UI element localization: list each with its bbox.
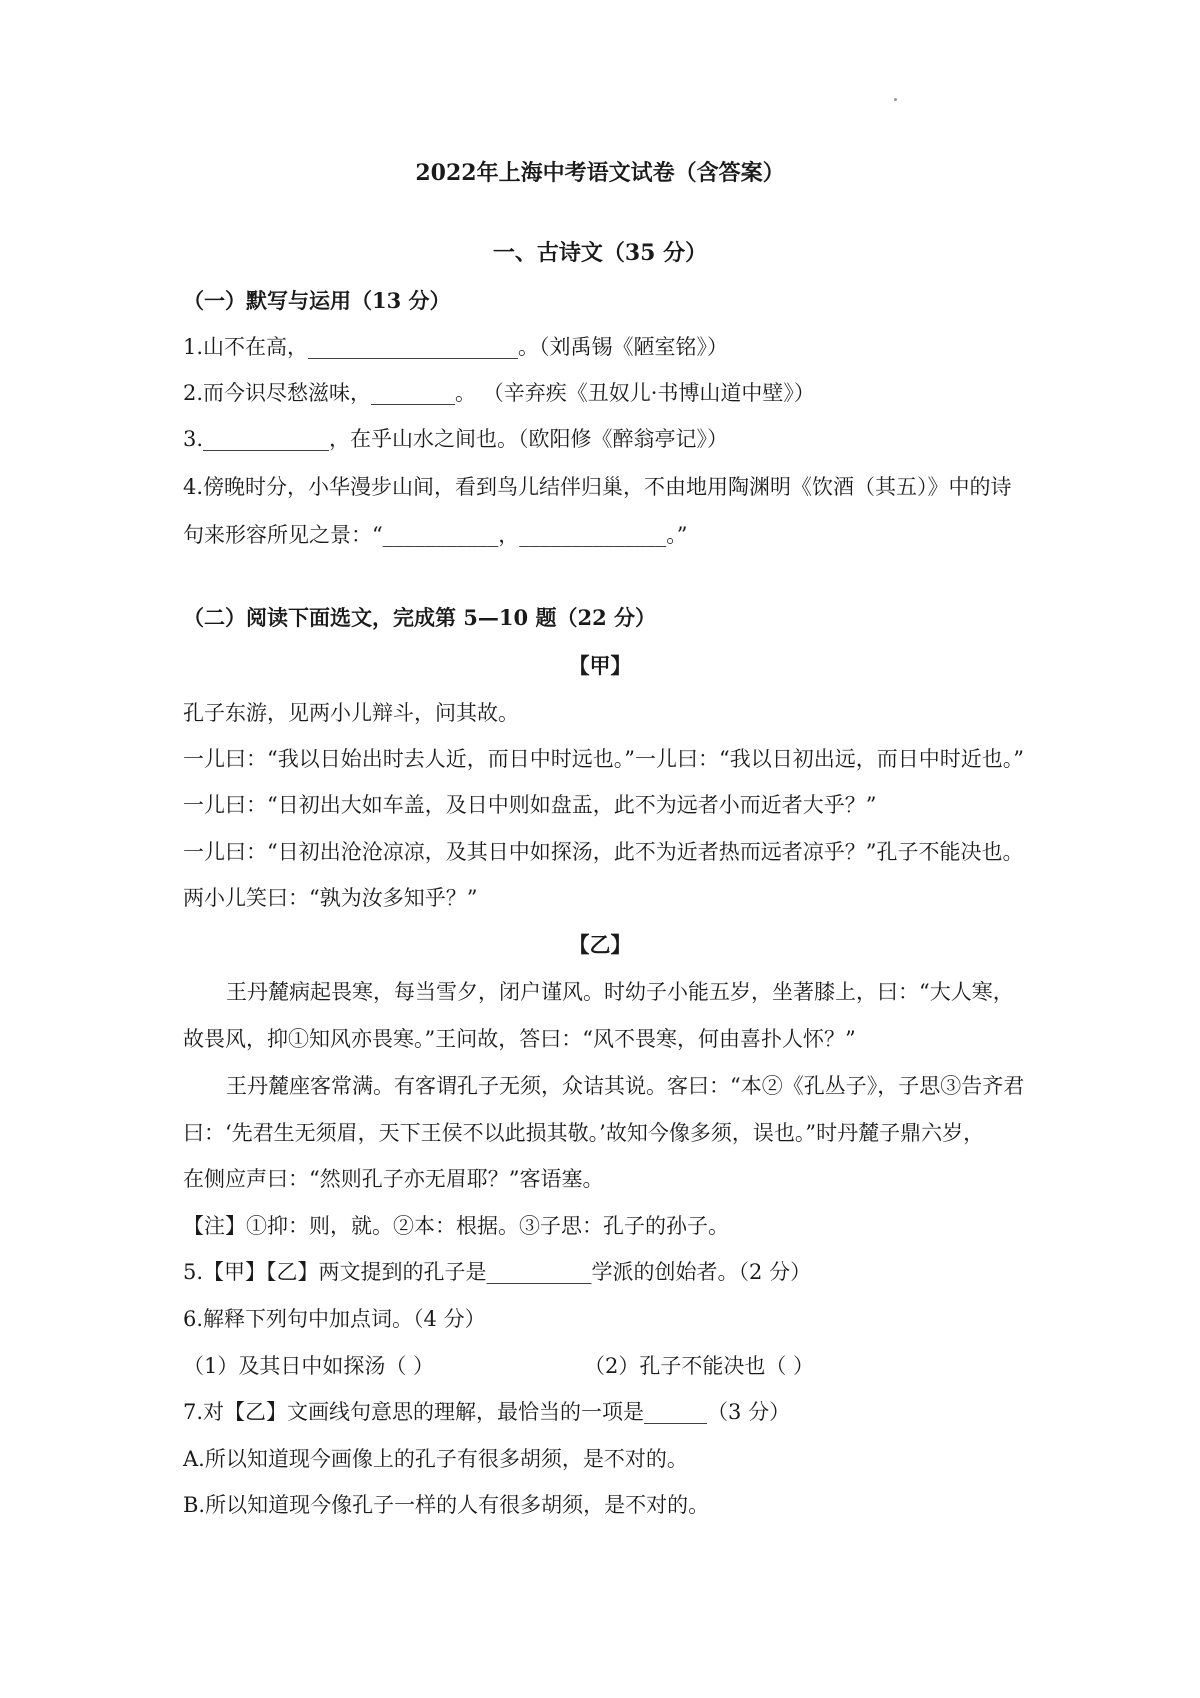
- part1-heading: （一）默写与运用（13 分）: [183, 288, 451, 313]
- passage-jia-line: 孔子东游，见两小儿辩斗，问其故。: [183, 701, 519, 725]
- passage-yi-label: 【乙】: [568, 932, 632, 957]
- question-5: 5.【甲】【乙】两文提到的孔子是__________学派的创始者。（2 分）: [183, 1260, 812, 1284]
- part2-heading: （二）阅读下面选文，完成第 5—10 题（22 分）: [183, 605, 656, 630]
- page-title: 2022年上海中考语文试卷（含答案）: [415, 160, 785, 186]
- question-6-item-2: （2）孔子不能决也（ ）: [584, 1354, 815, 1378]
- question-6-item-1: （1）及其日中如探汤（ ）: [183, 1354, 435, 1378]
- question-4-line2: 句来形容所见之景：“___________，______________。”: [183, 523, 688, 547]
- question-7-option-a: A.所以知道现今画像上的孔子有很多胡须，是不对的。: [183, 1447, 688, 1471]
- passage-jia-label: 【甲】: [568, 653, 632, 678]
- question-3: 3.____________，在乎山水之间也。（欧阳修《醉翁亭记》）: [183, 427, 729, 451]
- question-4-line1: 4.傍晚时分，小华漫步山间，看到鸟儿结伴归巢，不由地用陶渊明《饮酒（其五）》中的诗: [183, 475, 1012, 499]
- passage-yi-p2-line3: 在侧应声曰：“然则孔子亦无眉耶？”客语塞。: [183, 1167, 604, 1191]
- question-7: 7.对【乙】文画线句意思的理解，最恰当的一项是______（3 分）: [183, 1400, 791, 1424]
- passage-jia-line: 一儿曰：“日初出沧沧凉凉，及其日中如探汤，此不为近者热而远者凉乎？”孔子不能决也。: [183, 840, 1024, 864]
- passage-yi-p2-line2: 曰：‘先君生无须眉，天下王侯不以此损其敬。’故知今像多须，误也。”时丹麓子鼎六岁，: [183, 1121, 985, 1145]
- scan-speck: [894, 98, 897, 101]
- passage-jia-line: 一儿曰：“日初出大如车盖，及日中则如盘盂，此不为远者小而近者大乎？”: [183, 793, 877, 817]
- annotation-note: 【注】①抑：则，就。②本：根据。③子思：孔子的孙子。: [183, 1214, 729, 1238]
- question-6: 6.解释下列句中加点词。（4 分）: [183, 1307, 486, 1331]
- question-7-option-b: B.所以知道现今像孔子一样的人有很多胡须，是不对的。: [183, 1493, 710, 1517]
- passage-yi-p1-line1: 王丹麓病起畏寒，每当雪夕，闭户谨风。时幼子小能五岁，坐著膝上，曰：“大人寒，: [226, 980, 1014, 1004]
- passage-yi-p1-line2: 故畏风，抑①知风亦畏寒。”王问故，答曰：“风不畏寒，何由喜扑人怀？”: [183, 1027, 856, 1051]
- question-2: 2.而今识尽愁滋味，________。 （辛弃疾《丑奴儿·书博山道中壁》）: [183, 381, 815, 405]
- section-heading: 一、古诗文（35 分）: [492, 240, 708, 266]
- passage-yi-p2-line1: 王丹麓座客常满。有客谓孔子无须，众诘其说。客曰：“本②《孔丛子》，子思③告齐君: [226, 1074, 1025, 1098]
- passage-jia-line: 一儿曰：“我以日始出时去人近，而日中时远也。”一儿曰：“我以日初出远，而日中时近也。”: [183, 747, 1024, 771]
- passage-jia-line: 两小儿笑曰：“孰为汝多知乎？”: [183, 886, 478, 910]
- question-1: 1.山不在高，____________________。（刘禹锡《陋室铭》）: [183, 335, 729, 359]
